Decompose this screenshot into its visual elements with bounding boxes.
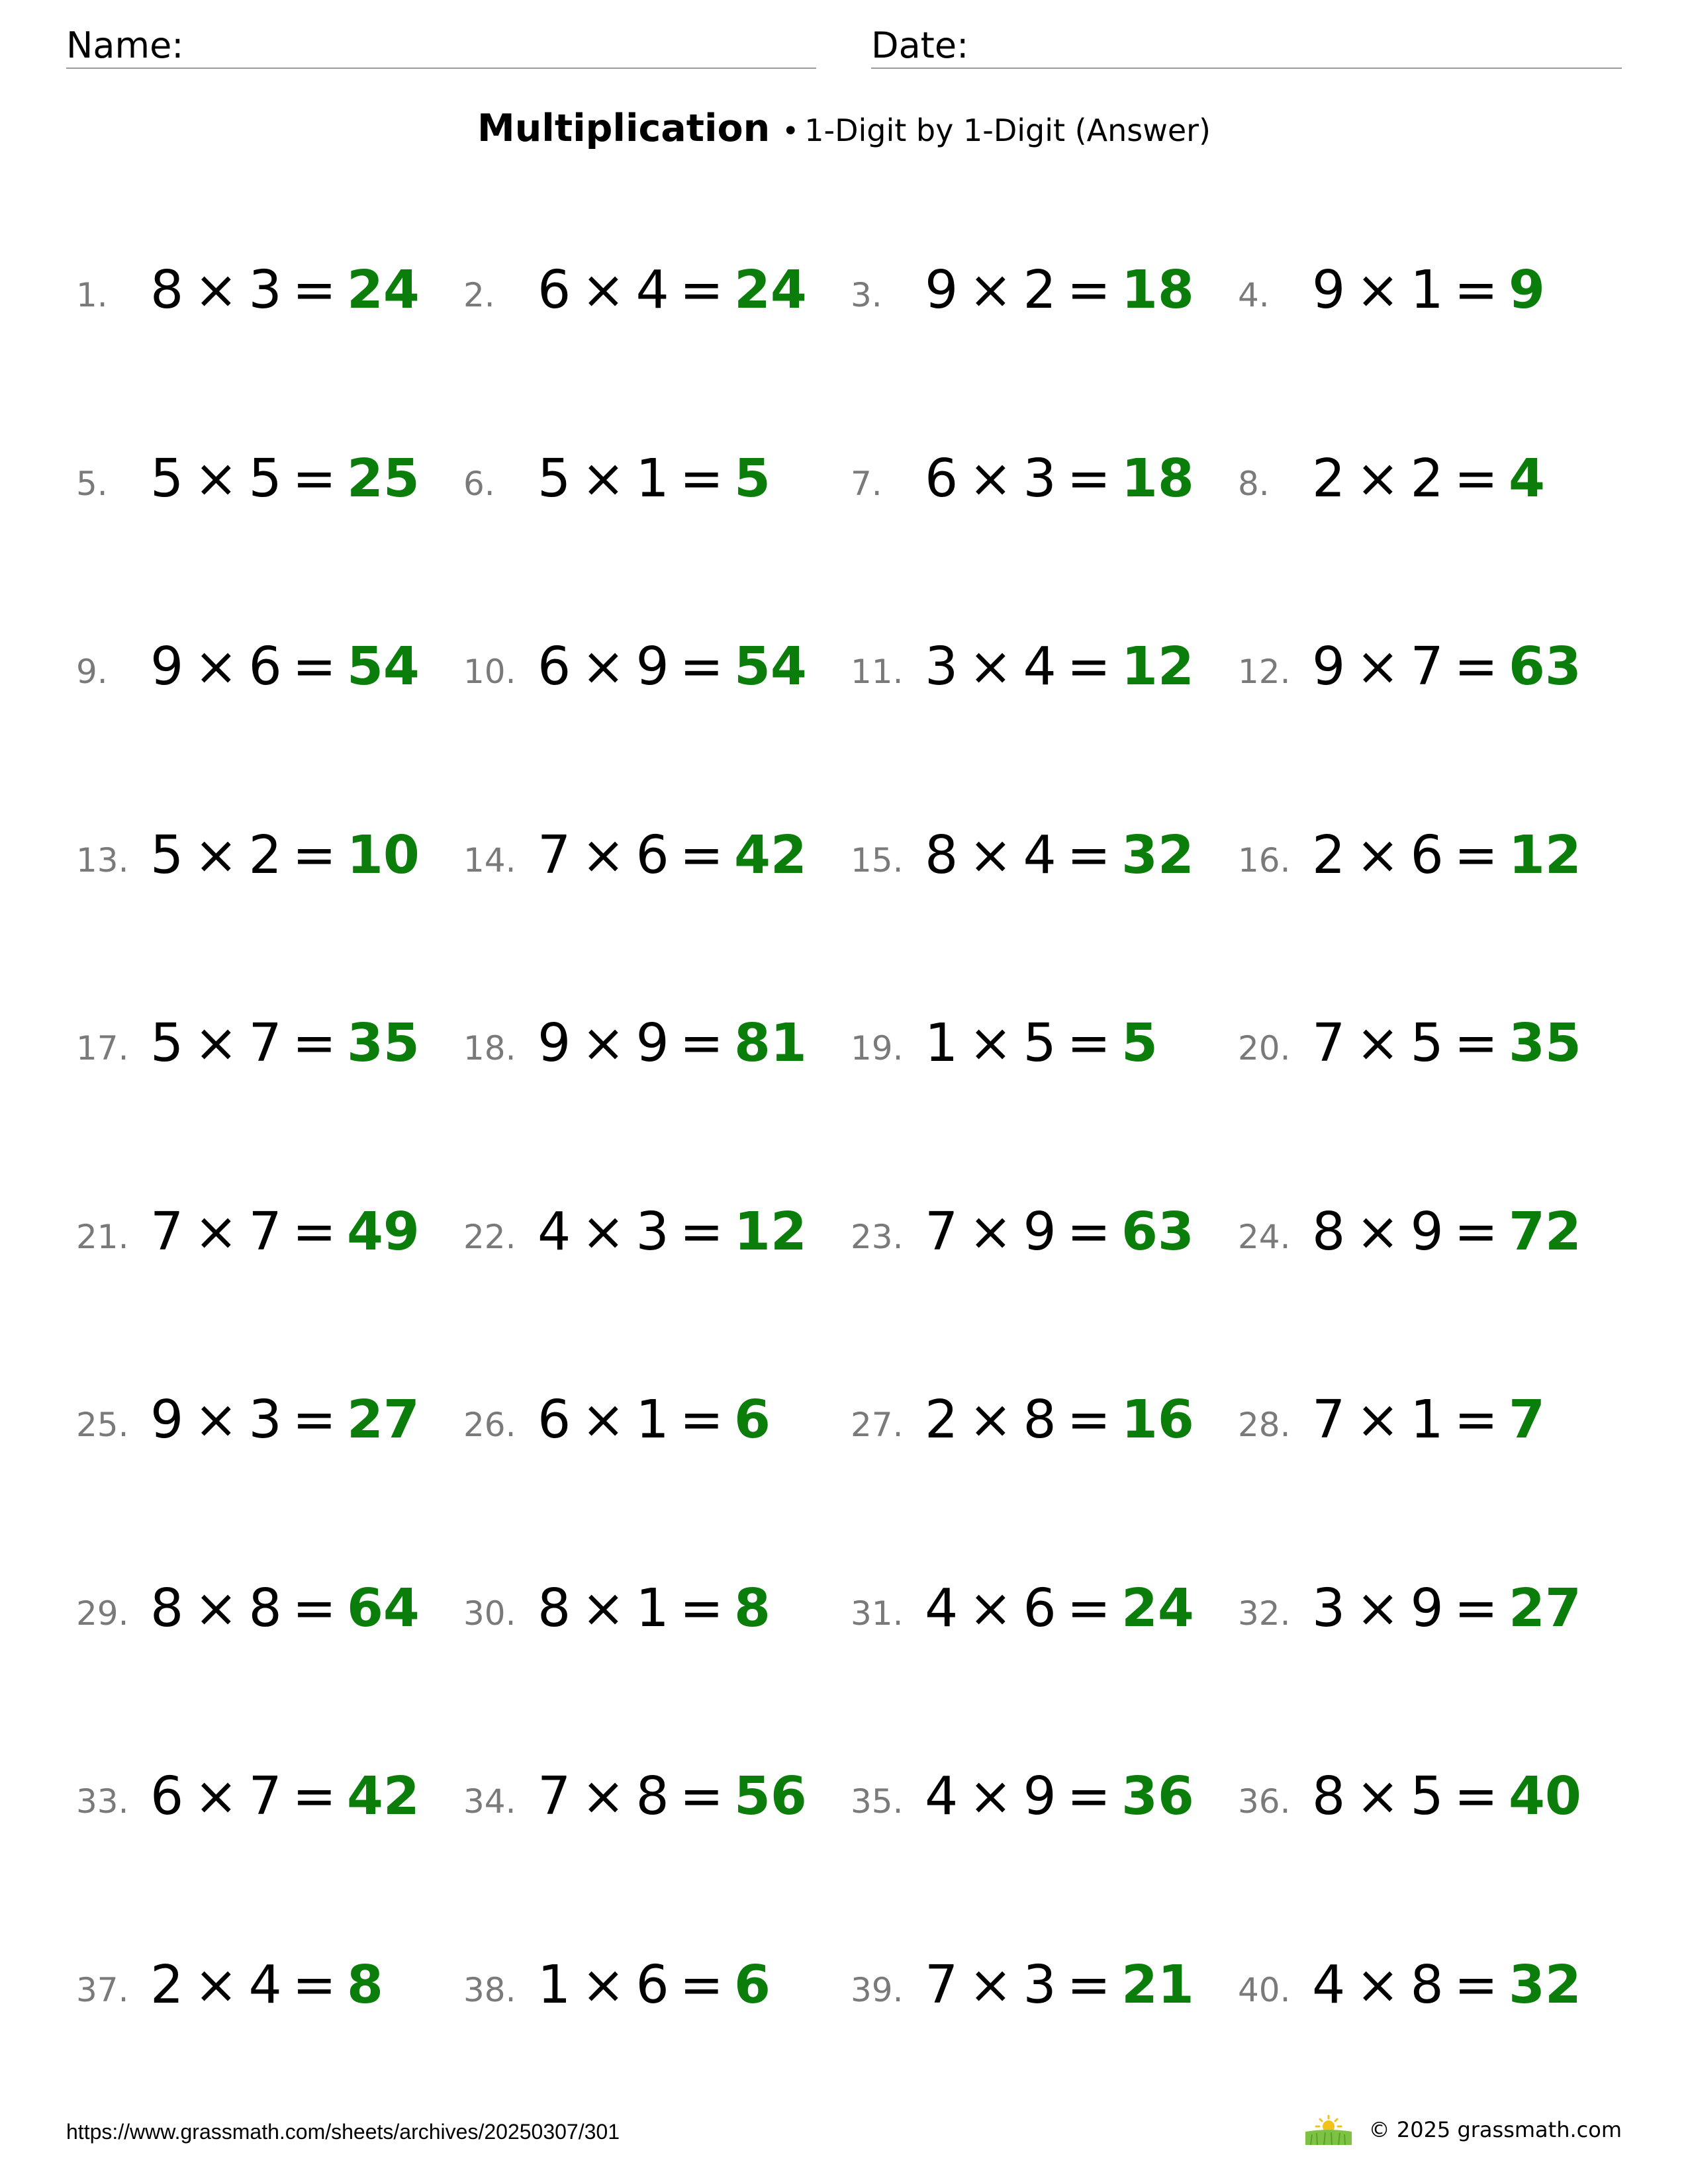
problem-expression [925, 1390, 1194, 1450]
times-sign: × [581, 1954, 626, 2015]
problem-number: 6. [463, 464, 495, 503]
answer: 5 [1121, 1013, 1158, 1073]
equals-sign: = [1454, 1954, 1498, 2015]
factor-b: 8 [248, 1577, 282, 1639]
times-sign: × [968, 1201, 1013, 1262]
times-sign: × [968, 1013, 1013, 1073]
answer: 54 [346, 636, 420, 697]
equals-sign: = [679, 1013, 724, 1073]
problem-number: 1. [76, 276, 108, 314]
factor-a: 8 [925, 824, 959, 886]
factor-a: 7 [150, 1201, 184, 1262]
problem-expression [150, 449, 420, 509]
problem-expression [538, 260, 807, 320]
problem-number: 39. [851, 1970, 904, 2009]
factor-b: 1 [1410, 1389, 1444, 1450]
problem-expression [925, 449, 1194, 509]
equals-sign: = [679, 636, 724, 697]
equals-sign: = [1454, 824, 1498, 886]
times-sign: × [968, 1766, 1013, 1827]
date-label: Date: [871, 24, 969, 66]
problem-expression [1312, 637, 1581, 697]
times-sign: × [581, 1577, 626, 1639]
factor-b: 9 [635, 636, 669, 697]
factor-a: 7 [925, 1201, 959, 1262]
factor-a: 6 [538, 259, 571, 320]
name-field[interactable] [66, 25, 816, 69]
problem-expression [925, 825, 1194, 886]
problem-number: 20. [1238, 1029, 1291, 1068]
factor-a: 8 [150, 259, 184, 320]
equals-sign: = [292, 636, 336, 697]
problem-number: 35. [851, 1782, 904, 1821]
factor-b: 9 [1410, 1201, 1444, 1262]
factor-b: 4 [248, 1954, 282, 2015]
problem-number: 21. [76, 1217, 129, 1256]
factor-b: 6 [635, 824, 669, 886]
answer: 8 [733, 1577, 771, 1639]
equals-sign: = [292, 1389, 336, 1450]
answer: 35 [346, 1013, 420, 1073]
answer: 8 [346, 1954, 383, 2015]
problem-expression [150, 825, 420, 886]
answer: 12 [733, 1201, 807, 1262]
times-sign: × [194, 1013, 238, 1073]
factor-a: 8 [1312, 1201, 1346, 1262]
factor-a: 6 [925, 447, 959, 509]
problem-expression [538, 1013, 807, 1073]
factor-b: 5 [1410, 1766, 1444, 1827]
problem-expression [1312, 260, 1545, 320]
times-sign: × [581, 1013, 626, 1073]
problem-number: 32. [1238, 1594, 1291, 1633]
problem-expression [925, 1578, 1194, 1639]
factor-b: 8 [1023, 1389, 1056, 1450]
answer: 10 [346, 824, 420, 886]
times-sign: × [581, 1201, 626, 1262]
problem-number: 4. [1238, 276, 1270, 314]
answer: 42 [346, 1766, 420, 1827]
answer: 5 [733, 447, 771, 509]
factor-a: 9 [1312, 259, 1346, 320]
equals-sign: = [292, 1013, 336, 1073]
problem-number: 5. [76, 464, 108, 503]
equals-sign: = [1066, 1389, 1111, 1450]
problem-number: 10. [463, 653, 516, 691]
factor-b: 9 [635, 1013, 669, 1073]
answer: 24 [733, 259, 807, 320]
problem-number: 25. [76, 1406, 129, 1444]
problem-number: 11. [851, 653, 904, 691]
factor-b: 1 [635, 1577, 669, 1639]
factor-b: 4 [635, 259, 669, 320]
factor-b: 5 [1410, 1013, 1444, 1073]
problem-number: 33. [76, 1782, 129, 1821]
answer: 72 [1508, 1201, 1581, 1262]
answer: 40 [1508, 1766, 1581, 1827]
answer: 36 [1121, 1766, 1194, 1827]
times-sign: × [194, 259, 238, 320]
factor-a: 9 [1312, 636, 1346, 697]
problem-expression [925, 1202, 1194, 1262]
factor-b: 8 [1410, 1954, 1444, 2015]
equals-sign: = [679, 1577, 724, 1639]
factor-b: 5 [248, 447, 282, 509]
factor-a: 7 [1312, 1013, 1346, 1073]
problem-expression [925, 1013, 1158, 1073]
factor-b: 6 [635, 1954, 669, 2015]
answer: 6 [733, 1389, 771, 1450]
times-sign: × [194, 1201, 238, 1262]
answer: 27 [1508, 1577, 1581, 1639]
times-sign: × [968, 1389, 1013, 1450]
equals-sign: = [1066, 1954, 1111, 2015]
problem-expression [150, 1390, 420, 1450]
factor-b: 7 [248, 1766, 282, 1827]
times-sign: × [968, 447, 1013, 509]
answer: 24 [346, 259, 420, 320]
times-sign: × [194, 1577, 238, 1639]
factor-a: 2 [1312, 824, 1346, 886]
problem-number: 27. [851, 1406, 904, 1444]
answer: 25 [346, 447, 420, 509]
answer: 24 [1121, 1577, 1194, 1639]
factor-b: 7 [1410, 636, 1444, 697]
factor-b: 1 [1410, 259, 1444, 320]
answer: 32 [1508, 1954, 1581, 2015]
answer: 12 [1508, 824, 1581, 886]
answer: 18 [1121, 447, 1194, 509]
factor-b: 4 [1023, 824, 1056, 886]
answer: 63 [1121, 1201, 1194, 1262]
answer: 32 [1121, 824, 1194, 886]
problem-number: 38. [463, 1970, 516, 2009]
answer: 21 [1121, 1954, 1194, 2015]
answer: 64 [346, 1577, 420, 1639]
equals-sign: = [292, 1577, 336, 1639]
grass-sun-logo-icon [1305, 2115, 1352, 2145]
answer: 42 [733, 824, 807, 886]
equals-sign: = [1454, 1013, 1498, 1073]
times-sign: × [194, 1389, 238, 1450]
times-sign: × [1356, 1201, 1400, 1262]
factor-a: 7 [925, 1954, 959, 2015]
times-sign: × [1356, 447, 1400, 509]
factor-b: 1 [635, 447, 669, 509]
equals-sign: = [1066, 1201, 1111, 1262]
factor-a: 4 [1312, 1954, 1346, 2015]
factor-a: 5 [150, 824, 184, 886]
equals-sign: = [679, 1954, 724, 2015]
factor-b: 2 [1023, 259, 1056, 320]
problem-number: 18. [463, 1029, 516, 1068]
factor-a: 4 [925, 1577, 959, 1639]
factor-b: 2 [1410, 447, 1444, 509]
problem-expression [1312, 1013, 1581, 1073]
problem-expression [538, 1202, 807, 1262]
problem-expression [538, 1766, 807, 1827]
answer: 49 [346, 1201, 420, 1262]
times-sign: × [968, 259, 1013, 320]
problem-expression [538, 1578, 771, 1639]
times-sign: × [1356, 259, 1400, 320]
problem-number: 37. [76, 1970, 129, 2009]
problem-expression [150, 260, 420, 320]
problem-number: 30. [463, 1594, 516, 1633]
answer: 54 [733, 636, 807, 697]
date-field[interactable] [871, 25, 1622, 69]
equals-sign: = [1454, 447, 1498, 509]
factor-b: 3 [635, 1201, 669, 1262]
equals-sign: = [679, 1389, 724, 1450]
answer: 4 [1508, 447, 1545, 509]
equals-sign: = [292, 824, 336, 886]
times-sign: × [968, 824, 1013, 886]
problem-expression [150, 1013, 420, 1073]
equals-sign: = [292, 259, 336, 320]
factor-a: 3 [1312, 1577, 1346, 1639]
problem-expression [925, 1766, 1194, 1827]
problem-number: 7. [851, 464, 882, 503]
factor-a: 9 [150, 1389, 184, 1450]
equals-sign: = [1454, 1389, 1498, 1450]
factor-a: 3 [925, 636, 959, 697]
factor-b: 9 [1410, 1577, 1444, 1639]
problem-expression [538, 1390, 771, 1450]
problem-number: 34. [463, 1782, 516, 1821]
problem-number: 13. [76, 841, 129, 880]
answer: 12 [1121, 636, 1194, 697]
problem-number: 14. [463, 841, 516, 880]
equals-sign: = [1066, 636, 1111, 697]
problem-expression [538, 637, 807, 697]
worksheet-title [0, 106, 1688, 151]
times-sign: × [194, 636, 238, 697]
problem-number: 28. [1238, 1406, 1291, 1444]
factor-a: 5 [150, 1013, 184, 1073]
problem-expression [1312, 1202, 1581, 1262]
equals-sign: = [1066, 447, 1111, 509]
equals-sign: = [1066, 259, 1111, 320]
equals-sign: = [679, 447, 724, 509]
equals-sign: = [1454, 1577, 1498, 1639]
factor-a: 8 [150, 1577, 184, 1639]
problem-number: 23. [851, 1217, 904, 1256]
times-sign: × [581, 636, 626, 697]
factor-a: 6 [538, 1389, 571, 1450]
factor-b: 9 [1023, 1766, 1056, 1827]
factor-a: 6 [150, 1766, 184, 1827]
factor-b: 8 [635, 1766, 669, 1827]
answer: 81 [733, 1013, 807, 1073]
problem-number: 31. [851, 1594, 904, 1633]
factor-b: 6 [1410, 824, 1444, 886]
factor-a: 1 [538, 1954, 571, 2015]
times-sign: × [194, 447, 238, 509]
factor-b: 5 [1023, 1013, 1056, 1073]
problem-expression [925, 260, 1194, 320]
factor-a: 2 [1312, 447, 1346, 509]
factor-a: 6 [538, 636, 571, 697]
factor-b: 6 [1023, 1577, 1056, 1639]
footer-url: https://www.grassmath.com/sheets/archives/20250307/301 [66, 2120, 620, 2144]
factor-b: 6 [248, 636, 282, 697]
problem-expression [1312, 1578, 1581, 1639]
times-sign: × [1356, 1389, 1400, 1450]
times-sign: × [1356, 1577, 1400, 1639]
equals-sign: = [292, 1766, 336, 1827]
times-sign: × [968, 1577, 1013, 1639]
answer: 16 [1121, 1389, 1194, 1450]
problem-number: 24. [1238, 1217, 1291, 1256]
factor-a: 1 [925, 1013, 959, 1073]
times-sign: × [968, 636, 1013, 697]
problem-expression [1312, 449, 1545, 509]
equals-sign: = [679, 259, 724, 320]
footer-branding [1305, 2115, 1622, 2144]
problem-expression [925, 1955, 1194, 2015]
equals-sign: = [1454, 1766, 1498, 1827]
title-bullet: • [782, 114, 800, 148]
answer: 35 [1508, 1013, 1581, 1073]
times-sign: × [194, 1766, 238, 1827]
factor-b: 4 [1023, 636, 1056, 697]
problem-expression [1312, 1955, 1581, 2015]
factor-a: 7 [1312, 1389, 1346, 1450]
problem-number: 22. [463, 1217, 516, 1256]
problem-expression [150, 1766, 420, 1827]
problem-number: 12. [1238, 653, 1291, 691]
equals-sign: = [1066, 1766, 1111, 1827]
equals-sign: = [1454, 259, 1498, 320]
problem-expression [1312, 1766, 1581, 1827]
times-sign: × [1356, 824, 1400, 886]
times-sign: × [581, 447, 626, 509]
times-sign: × [1356, 1954, 1400, 2015]
problem-expression [150, 1578, 420, 1639]
times-sign: × [581, 1766, 626, 1827]
title-subtitle: 1-Digit by 1-Digit (Answer) [804, 113, 1211, 148]
times-sign: × [581, 259, 626, 320]
factor-a: 8 [538, 1577, 571, 1639]
answer: 56 [733, 1766, 807, 1827]
times-sign: × [581, 824, 626, 886]
equals-sign: = [1066, 824, 1111, 886]
factor-b: 2 [248, 824, 282, 886]
equals-sign: = [679, 1201, 724, 1262]
equals-sign: = [1066, 1013, 1111, 1073]
factor-b: 7 [248, 1013, 282, 1073]
answer: 18 [1121, 259, 1194, 320]
problem-number: 16. [1238, 841, 1291, 880]
factor-a: 4 [925, 1766, 959, 1827]
equals-sign: = [1066, 1577, 1111, 1639]
times-sign: × [1356, 1013, 1400, 1073]
problem-expression [150, 637, 420, 697]
factor-a: 2 [925, 1389, 959, 1450]
answer: 9 [1508, 259, 1545, 320]
problem-number: 26. [463, 1406, 516, 1444]
problem-expression [538, 449, 771, 509]
factor-a: 7 [538, 824, 571, 886]
equals-sign: = [292, 1201, 336, 1262]
answer: 7 [1508, 1389, 1545, 1450]
times-sign: × [1356, 1766, 1400, 1827]
problem-expression [1312, 825, 1581, 886]
problem-expression [538, 825, 807, 886]
factor-b: 3 [1023, 1954, 1056, 2015]
factor-a: 9 [925, 259, 959, 320]
problem-number: 2. [463, 276, 495, 314]
problem-expression [150, 1202, 420, 1262]
equals-sign: = [1454, 636, 1498, 697]
times-sign: × [581, 1389, 626, 1450]
equals-sign: = [679, 824, 724, 886]
equals-sign: = [1454, 1201, 1498, 1262]
factor-a: 8 [1312, 1766, 1346, 1827]
problem-number: 8. [1238, 464, 1270, 503]
problem-number: 15. [851, 841, 904, 880]
answer: 27 [346, 1389, 420, 1450]
equals-sign: = [292, 447, 336, 509]
title-main: Multiplication [477, 107, 771, 150]
answer: 6 [733, 1954, 771, 2015]
factor-a: 7 [538, 1766, 571, 1827]
times-sign: × [968, 1954, 1013, 2015]
factor-b: 3 [1023, 447, 1056, 509]
factor-a: 5 [150, 447, 184, 509]
problem-expression [538, 1955, 771, 2015]
factor-b: 7 [248, 1201, 282, 1262]
factor-b: 3 [248, 259, 282, 320]
problem-number: 36. [1238, 1782, 1291, 1821]
factor-b: 9 [1023, 1201, 1056, 1262]
problem-expression [1312, 1390, 1545, 1450]
problem-number: 19. [851, 1029, 904, 1068]
factor-a: 9 [150, 636, 184, 697]
factor-a: 9 [538, 1013, 571, 1073]
name-label: Name: [66, 24, 184, 66]
answer: 63 [1508, 636, 1581, 697]
problem-expression [925, 637, 1194, 697]
factor-b: 1 [635, 1389, 669, 1450]
problem-number: 9. [76, 653, 108, 691]
factor-b: 3 [248, 1389, 282, 1450]
problem-number: 3. [851, 276, 882, 314]
problem-number: 17. [76, 1029, 129, 1068]
problem-number: 29. [76, 1594, 129, 1633]
times-sign: × [194, 1954, 238, 2015]
factor-a: 5 [538, 447, 571, 509]
times-sign: × [1356, 636, 1400, 697]
copyright-text: © 2025 grassmath.com [1368, 2117, 1622, 2142]
equals-sign: = [292, 1954, 336, 2015]
times-sign: × [194, 824, 238, 886]
equals-sign: = [679, 1766, 724, 1827]
problem-expression [150, 1955, 383, 2015]
factor-a: 4 [538, 1201, 571, 1262]
factor-a: 2 [150, 1954, 184, 2015]
problem-number: 40. [1238, 1970, 1291, 2009]
